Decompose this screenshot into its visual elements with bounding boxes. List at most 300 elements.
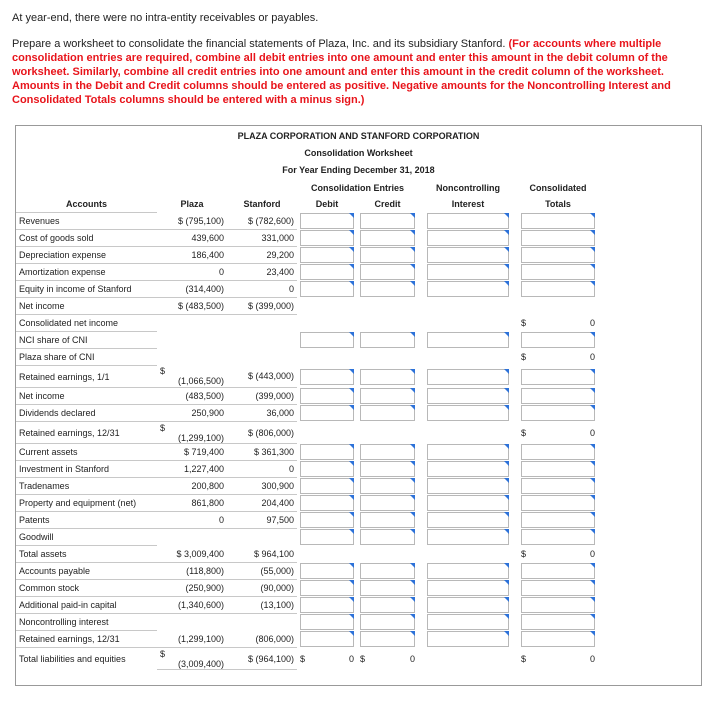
debit-cell[interactable] [297,388,357,405]
spacer [598,213,604,230]
stanford-cell: $ (806,000) [227,422,297,444]
consolidated-cell[interactable] [518,444,598,461]
stanford-cell: $ (399,000) [227,298,297,315]
consolidated-cell[interactable] [518,512,598,529]
stanford-cell: 29,200 [227,247,297,264]
consolidated-cell[interactable] [518,563,598,580]
account-cell: Net income [16,388,157,405]
nci-input[interactable] [427,614,509,630]
debit-input[interactable] [300,332,354,348]
debit-cell[interactable] [297,366,357,388]
debit-cell [297,298,357,315]
header-interest: Interest [451,199,485,210]
stanford-cell: (806,000) [227,631,297,648]
consolidated-input[interactable] [521,478,595,494]
consolidated-input[interactable] [521,247,595,263]
spacer [598,349,604,366]
table-row [16,298,604,315]
plaza-dollar-sign: $ [160,422,166,433]
credit-input[interactable] [360,478,415,494]
plaza-cell [157,648,227,670]
dollar-sign: $ [300,653,306,664]
nci-cell[interactable] [424,563,512,580]
credit-input[interactable] [360,512,415,528]
stanford-cell: $ (782,600) [227,213,297,230]
header-consolidation-entries: Consolidation Entries [310,183,404,193]
plaza-value: (250,900) [185,583,224,593]
spacer [598,281,604,298]
consolidated-cell[interactable] [518,264,598,281]
plaza-cell [157,563,227,580]
consolidated-cell[interactable] [518,461,598,478]
consolidation-worksheet [15,125,702,686]
stanford-cell: $ 361,300 [227,444,297,461]
spacer [598,631,604,648]
debit-cell[interactable] [297,631,357,648]
table-row [16,213,604,230]
credit-cell[interactable] [357,247,418,264]
nci-cell[interactable] [424,580,512,597]
account-cell: Total liabilities and equities [16,648,157,670]
plaza-value: (3,009,400) [177,658,224,669]
credit-input[interactable] [360,230,415,246]
nci-cell[interactable] [424,478,512,495]
debit-cell[interactable] [297,444,357,461]
credit-input[interactable] [360,369,415,385]
nci-input[interactable] [427,444,509,460]
nci-input[interactable] [427,405,509,421]
consolidated-cell[interactable] [518,281,598,298]
nci-cell [424,315,512,332]
credit-cell [357,349,418,366]
debit-input[interactable] [300,580,354,596]
nci-input[interactable] [427,512,509,528]
dollar-sign: $ [521,427,527,438]
plaza-value: (314,400) [185,284,224,294]
nci-input[interactable] [427,369,509,385]
debit-cell[interactable] [297,230,357,247]
credit-input[interactable] [360,563,415,579]
debit-cell[interactable] [297,529,357,546]
nci-cell[interactable] [424,264,512,281]
consolidated-input[interactable] [521,563,595,579]
stanford-cell [227,529,297,546]
nci-cell [424,349,512,366]
debit-input[interactable] [300,597,354,613]
spacer [598,597,604,614]
nci-input[interactable] [427,631,509,647]
debit-cell [297,315,357,332]
credit-cell[interactable] [357,461,418,478]
spacer [598,580,604,597]
nci-input[interactable] [427,495,509,511]
credit-cell[interactable] [357,366,418,388]
stanford-cell: (13,100) [227,597,297,614]
credit-cell [357,546,418,563]
table-row [16,597,604,614]
credit-cell[interactable] [357,213,418,230]
debit-cell[interactable] [297,264,357,281]
plaza-cell [157,597,227,614]
consolidated-input[interactable] [521,369,595,385]
consolidated-input[interactable] [521,444,595,460]
credit-input[interactable] [360,281,415,297]
consolidated-cell[interactable] [518,529,598,546]
nci-input[interactable] [427,213,509,229]
credit-cell[interactable] [357,631,418,648]
plaza-value: (483,500) [185,391,224,401]
nci-input[interactable] [427,597,509,613]
nci-input[interactable] [427,264,509,280]
nci-cell[interactable] [424,444,512,461]
nci-input[interactable] [427,388,509,404]
consolidated-cell [518,298,598,315]
credit-cell[interactable] [357,388,418,405]
plaza-cell [157,264,227,281]
credit-cell[interactable] [357,512,418,529]
credit-input[interactable] [360,405,415,421]
stanford-cell: 0 [227,461,297,478]
plaza-cell [157,366,227,388]
consolidated-cell[interactable] [518,388,598,405]
credit-cell[interactable] [357,529,418,546]
credit-cell[interactable] [357,281,418,298]
nci-input[interactable] [427,580,509,596]
debit-input[interactable] [300,281,354,297]
debit-cell[interactable] [297,614,357,631]
nci-cell[interactable] [424,388,512,405]
table-row [16,461,604,478]
debit-input[interactable] [300,405,354,421]
account-cell: Net income [16,298,157,315]
nci-cell[interactable] [424,213,512,230]
stanford-cell: 331,000 [227,230,297,247]
debit-input[interactable] [300,512,354,528]
nci-input[interactable] [427,332,509,348]
credit-input[interactable] [360,580,415,596]
consolidated-input[interactable] [521,461,595,477]
credit-input[interactable] [360,614,415,630]
plaza-cell [157,546,227,563]
nci-cell[interactable] [424,614,512,631]
plaza-cell [157,422,227,444]
table-row [16,478,604,495]
instructions [12,11,704,107]
nci-cell[interactable] [424,230,512,247]
intro-line-1: At year-end, there were no intra-entity receivables or payables. [12,12,319,24]
stanford-cell [227,315,297,332]
account-cell: Equity in income of Stanford [16,281,157,298]
debit-input[interactable] [300,247,354,263]
debit-input[interactable] [300,529,354,545]
consolidated-input[interactable] [521,631,595,647]
consolidated-cell[interactable] [518,332,598,349]
plaza-cell [157,332,227,349]
consolidated-cell [518,315,598,332]
credit-input[interactable] [360,529,415,545]
debit-cell[interactable] [297,247,357,264]
debit-cell[interactable] [297,580,357,597]
consolidated-cell[interactable] [518,580,598,597]
nci-cell[interactable] [424,366,512,388]
account-cell: Total assets [16,546,157,563]
consolidated-cell[interactable] [518,213,598,230]
debit-cell[interactable] [297,332,357,349]
header-plaza: Plaza [180,199,204,210]
consolidated-cell[interactable] [518,405,598,422]
nci-input[interactable] [427,563,509,579]
debit-cell[interactable] [297,213,357,230]
debit-input[interactable] [300,213,354,229]
consolidated-cell[interactable] [518,366,598,388]
debit-cell[interactable] [297,563,357,580]
debit-cell [297,546,357,563]
plaza-value: (1,299,100) [177,432,224,443]
nci-input[interactable] [427,247,509,263]
consolidated-cell[interactable] [518,495,598,512]
nci-cell[interactable] [424,631,512,648]
spacer [598,247,604,264]
nci-cell[interactable] [424,461,512,478]
plaza-cell [157,315,227,332]
debit-input[interactable] [300,478,354,494]
stanford-cell: (55,000) [227,563,297,580]
consolidated-input[interactable] [521,495,595,511]
consolidated-input[interactable] [521,332,595,348]
consolidated-input[interactable] [521,405,595,421]
nci-cell[interactable] [424,512,512,529]
debit-cell[interactable] [297,512,357,529]
credit-cell[interactable] [357,405,418,422]
stanford-cell [227,614,297,631]
plaza-cell [157,230,227,247]
nci-input[interactable] [427,281,509,297]
credit-cell [357,298,418,315]
spacer [598,461,604,478]
credit-input[interactable] [360,264,415,280]
header-consolidated: Consolidated [529,183,587,193]
consolidated-input[interactable] [521,281,595,297]
plaza-cell [157,281,227,298]
nci-input[interactable] [427,461,509,477]
consolidated-total: 0 [589,427,595,438]
account-cell: Goodwill [16,529,157,546]
nci-input[interactable] [427,230,509,246]
consolidated-cell [518,546,598,563]
debit-input[interactable] [300,444,354,460]
nci-cell[interactable] [424,529,512,546]
table-row [16,264,604,281]
consolidated-total: 0 [589,549,595,559]
table-row [16,648,604,670]
nci-cell[interactable] [424,597,512,614]
consolidated-input[interactable] [521,580,595,596]
stanford-cell [227,332,297,349]
plaza-value: (1,299,100) [177,633,224,644]
credit-cell[interactable] [357,495,418,512]
account-cell: Accounts payable [16,563,157,580]
nci-input[interactable] [427,529,509,545]
table-row [16,349,604,366]
stanford-cell: (399,000) [227,388,297,405]
credit-cell[interactable] [357,563,418,580]
debit-input[interactable] [300,369,354,385]
debit-total: 0 [348,653,354,664]
credit-cell[interactable] [357,614,418,631]
credit-input[interactable] [360,495,415,511]
plaza-cell [157,495,227,512]
credit-cell[interactable] [357,332,418,349]
spacer [598,444,604,461]
table-row [16,614,604,631]
table-row [16,444,604,461]
dollar-sign: $ [521,318,527,328]
debit-input[interactable] [300,563,354,579]
credit-cell[interactable] [357,597,418,614]
consolidated-cell[interactable] [518,614,598,631]
stanford-cell: 97,500 [227,512,297,529]
account-cell: Additional paid-in capital [16,597,157,614]
plaza-cell [157,247,227,264]
dollar-sign: $ [521,352,527,362]
debit-input[interactable] [300,631,354,647]
account-cell: Current assets [16,444,157,461]
nci-cell [424,422,512,444]
credit-input[interactable] [360,597,415,613]
nci-cell[interactable] [424,495,512,512]
credit-total: 0 [409,653,415,664]
debit-cell[interactable] [297,405,357,422]
consolidated-input[interactable] [521,264,595,280]
consolidated-input[interactable] [521,213,595,229]
intro-red-note: (For accounts where multiple consolidation entries are required, combine all debit entries into one amount and enter this amount in the debit column of the worksheet. Similarly, combine all credit entries into one amount and enter this amount in the credit column of the worksheet. Amounts in the Debit and Credit columns should be entered as positive. Negative amounts for the Noncontrolling Interest and Consolidated Totals columns should be entered with a minus sign.) [12,38,671,106]
intro-instructions [12,37,704,107]
stanford-cell: 23,400 [227,264,297,281]
consolidated-input[interactable] [521,614,595,630]
plaza-value: $ 719,400 [183,447,224,457]
plaza-value: 0 [218,267,224,277]
credit-input[interactable] [360,631,415,647]
worksheet-rows [16,213,604,670]
debit-cell[interactable] [297,281,357,298]
debit-input[interactable] [300,614,354,630]
debit-cell[interactable] [297,597,357,614]
nci-cell[interactable] [424,281,512,298]
nci-input[interactable] [427,478,509,494]
credit-cell[interactable] [357,478,418,495]
debit-cell[interactable] [297,461,357,478]
spacer [598,546,604,563]
debit-cell[interactable] [297,495,357,512]
table-row [16,281,604,298]
plaza-value: $ 3,009,400 [176,548,224,559]
debit-cell[interactable] [297,478,357,495]
table-row [16,546,604,563]
nci-cell[interactable] [424,332,512,349]
consolidated-input[interactable] [521,597,595,613]
consolidated-cell[interactable] [518,230,598,247]
account-cell: Depreciation expense [16,247,157,264]
credit-input[interactable] [360,444,415,460]
spacer [598,298,604,315]
debit-input[interactable] [300,461,354,477]
plaza-value: 200,800 [191,481,224,491]
header-totals: Totals [545,199,571,210]
spacer [598,495,604,512]
table-row [16,563,604,580]
consolidated-cell [518,422,598,444]
worksheet-company: PLAZA CORPORATION AND STANFORD CORPORATION [237,131,480,141]
credit-cell[interactable] [357,444,418,461]
credit-input[interactable] [360,388,415,404]
plaza-cell [157,298,227,315]
consolidated-total: 0 [589,653,595,664]
account-cell: Property and equipment (net) [16,495,157,512]
plaza-value: 186,400 [191,250,224,260]
worksheet-period: For Year Ending December 31, 2018 [282,165,435,175]
credit-input[interactable] [360,461,415,477]
debit-input[interactable] [300,388,354,404]
credit-cell[interactable] [357,264,418,281]
account-cell: Revenues [16,213,157,230]
consolidated-cell[interactable] [518,597,598,614]
consolidated-total: 0 [589,318,595,328]
debit-input[interactable] [300,264,354,280]
debit-input[interactable] [300,230,354,246]
plaza-cell [157,444,227,461]
plaza-value: 861,800 [191,498,224,508]
credit-input[interactable] [360,213,415,229]
header-credit: Credit [374,199,401,210]
consolidated-input[interactable] [521,388,595,404]
plaza-cell [157,631,227,648]
consolidated-cell[interactable] [518,247,598,264]
stanford-cell: 300,900 [227,478,297,495]
plaza-cell [157,478,227,495]
plaza-cell [157,614,227,631]
nci-cell[interactable] [424,247,512,264]
consolidated-input[interactable] [521,512,595,528]
consolidated-input[interactable] [521,230,595,246]
debit-input[interactable] [300,495,354,511]
table-row [16,332,604,349]
account-cell: Retained earnings, 1/1 [16,366,157,388]
credit-cell[interactable] [357,580,418,597]
spacer [598,614,604,631]
table-row [16,405,604,422]
account-cell: Retained earnings, 12/31 [16,631,157,648]
stanford-cell: $ (964,100) [227,648,297,670]
plaza-value: 250,900 [191,408,224,418]
consolidated-cell[interactable] [518,631,598,648]
consolidated-cell [518,648,598,670]
table-row [16,495,604,512]
nci-cell[interactable] [424,405,512,422]
consolidated-cell[interactable] [518,478,598,495]
nci-cell [424,298,512,315]
credit-input[interactable] [360,247,415,263]
credit-cell[interactable] [357,230,418,247]
spacer [598,264,604,281]
plaza-cell [157,529,227,546]
credit-cell [357,315,418,332]
credit-input[interactable] [360,332,415,348]
header-noncontrolling: Noncontrolling [436,183,500,193]
consolidated-input[interactable] [521,529,595,545]
debit-cell [297,648,357,670]
plaza-cell [157,213,227,230]
account-cell: Retained earnings, 12/31 [16,422,157,444]
